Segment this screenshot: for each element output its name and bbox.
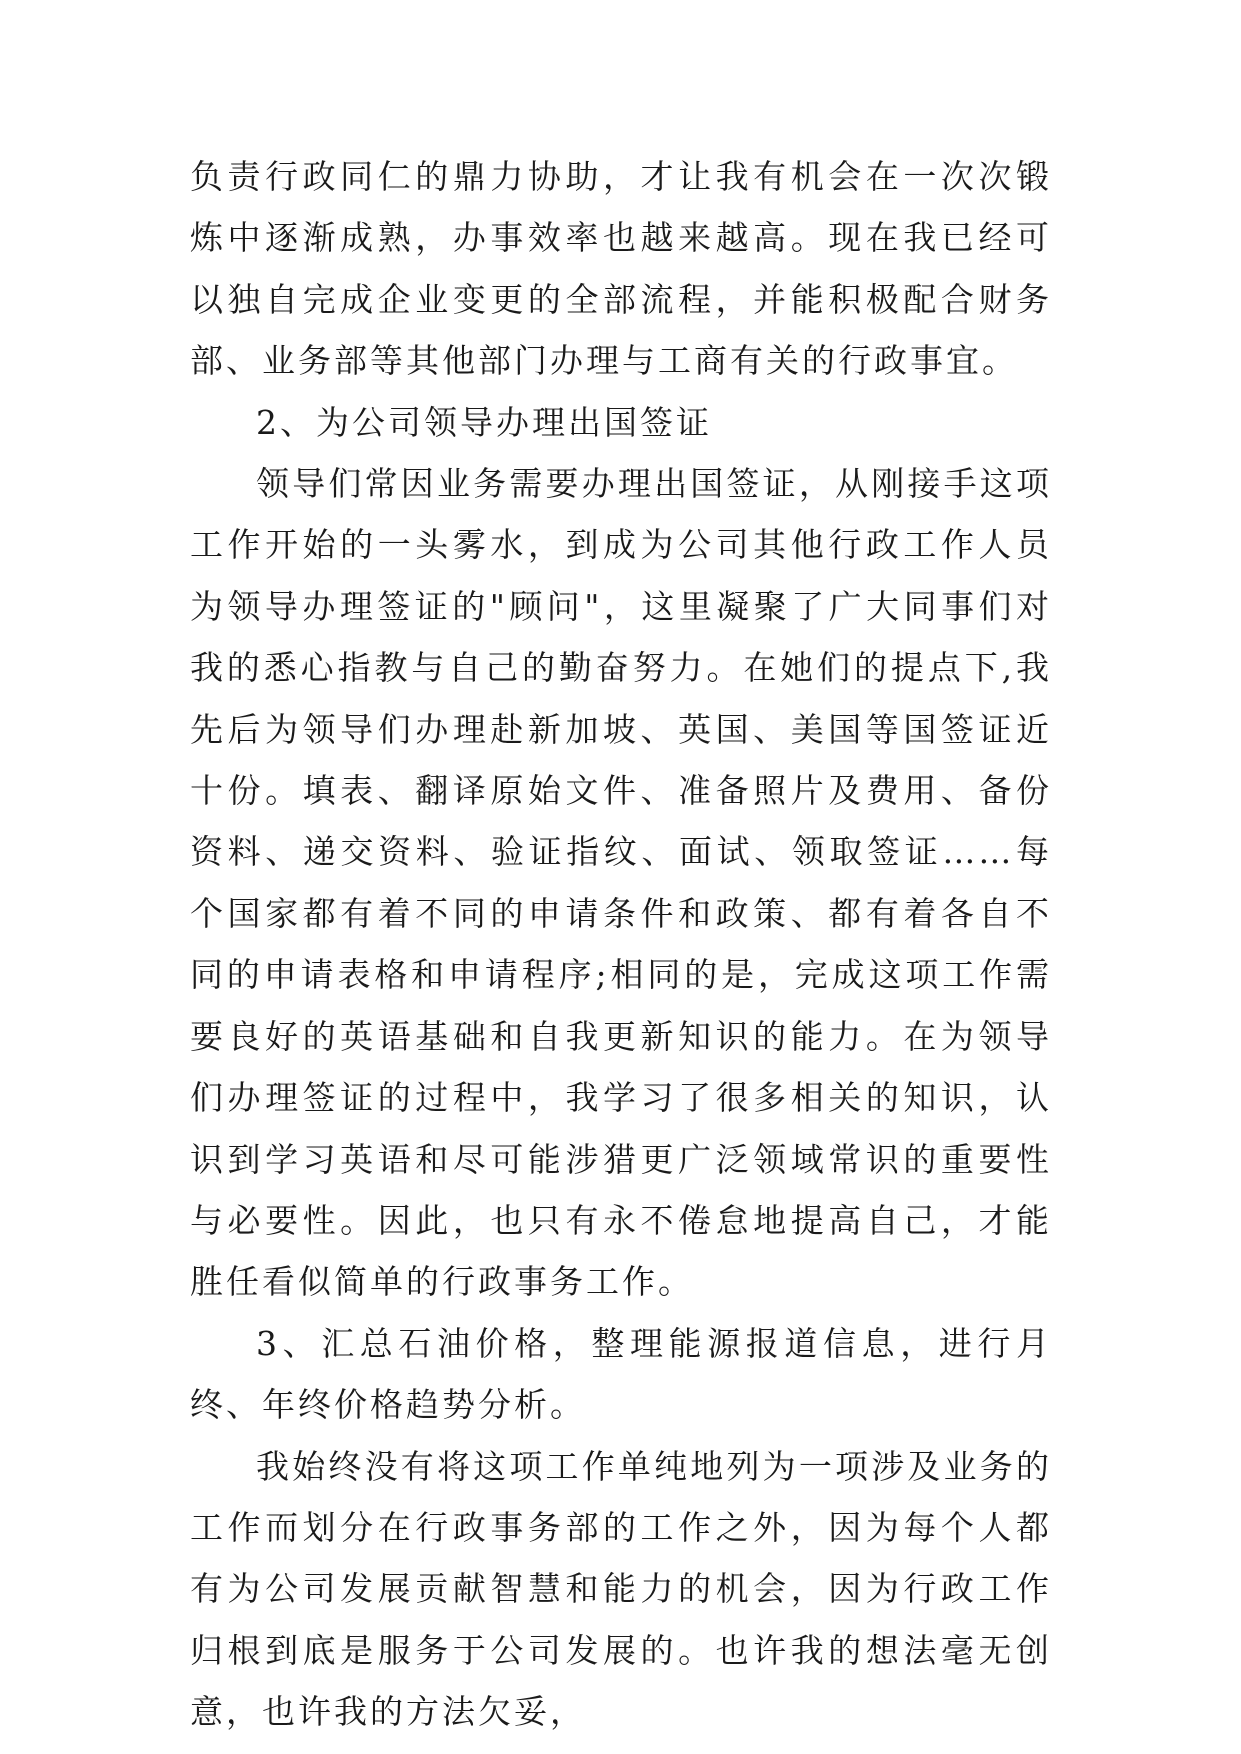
section-heading-oil-price: 3、汇总石油价格，整理能源报道信息，进行月终、年终价格趋势分析。: [190, 1323, 1052, 1425]
paragraph-oil-price-work: 我始终没有将这项工作单纯地列为一项涉及业务的工作而划分在行政事务部的工作之外，因为每个人都有为公司发展贡献智慧和能力的机会，因为行政工作归根到底是服务于公司发展的。也许我的想法毫无创意，也许我的方法欠妥，: [190, 1446, 1052, 1732]
section-heading-visa: 2、为公司领导办理出国签证: [256, 402, 712, 442]
document-body: [190, 146, 1052, 1743]
paragraph-continuation: 负责行政同仁的鼎力协助，才让我有机会在一次次锻炼中逐渐成熟，办事效率也越来越高。现在我已经可以独自完成企业变更的全部流程，并能积极配合财务部、业务部等其他部门办理与工商有关的行政事宜。: [190, 157, 1052, 381]
paragraph-visa-work: 领导们常因业务需要办理出国签证，从刚接手这项工作开始的一头雾水，到成为公司其他行政工作人员为领导办理签证的"顾问"，这里凝聚了广大同事们对我的悉心指教与自己的勤奋努力。在她们的提点下,我先后为领导们办理赴新加坡、英国、美国等国签证近十份。填表、翻译原始文件、准备照片及费用、备份资料、递交资料、验证指纹、面试、领取签证……每个国家都有着不同的申请条件和政策、都有着各自不同的申请表格和申请程序;相同的是，完成这项工作需要良好的英语基础和自我更新知识的能力。在为领导们办理签证的过程中，我学习了很多相关的知识，认识到学习英语和尽可能涉猎更广泛领域常识的重要性与必要性。因此，也只有永不倦怠地提高自己，才能胜任看似简单的行政事务工作。: [190, 464, 1052, 1302]
